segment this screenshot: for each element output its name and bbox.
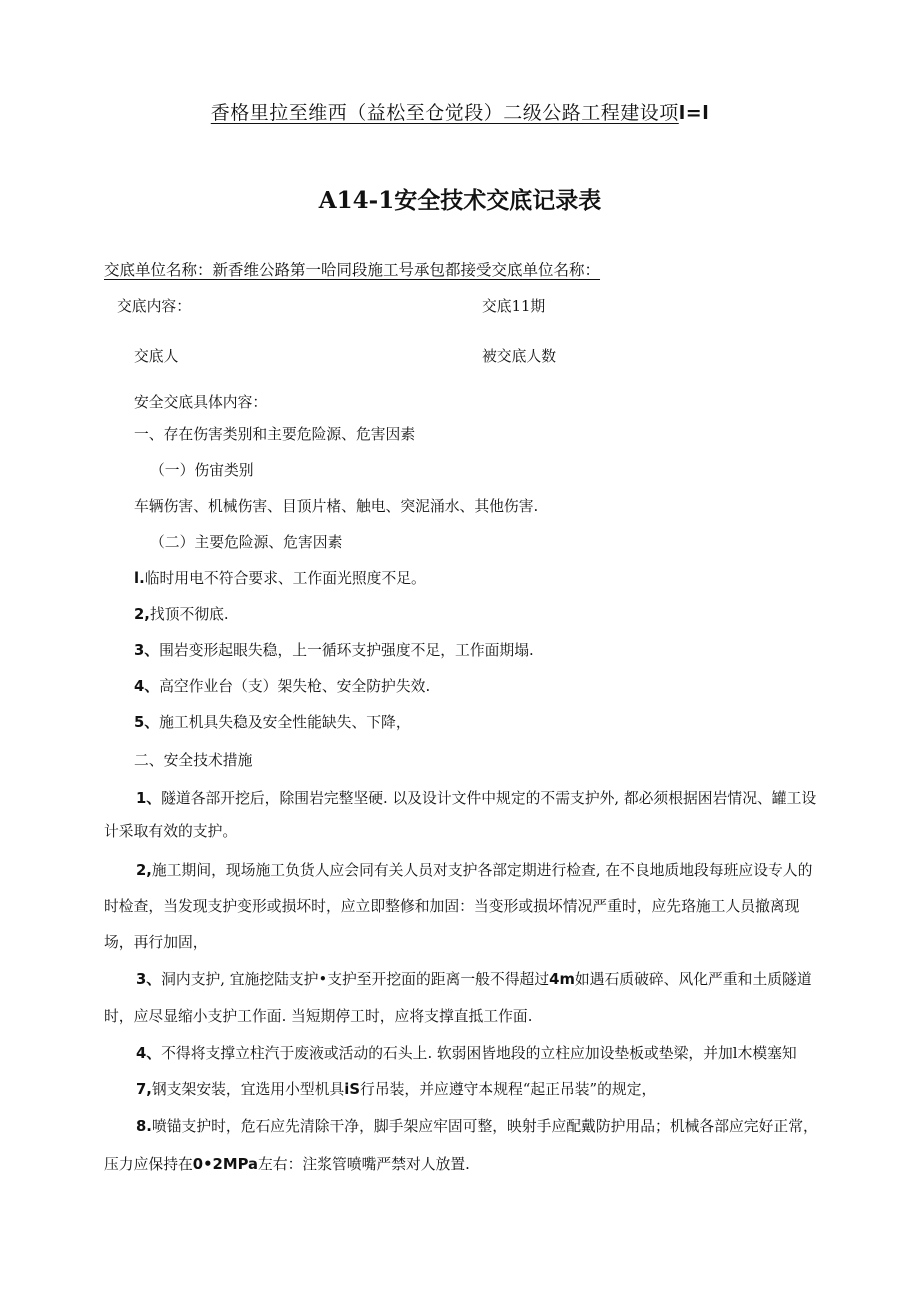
project-title-suffix: l=l xyxy=(678,102,710,124)
measure-3-line-1 xyxy=(136,970,812,990)
measure-2-line-3: 场，再行加固， xyxy=(104,934,208,951)
hazard-number: 5、 xyxy=(134,714,160,731)
sub1-title: （一）伤宙类别 xyxy=(150,462,254,479)
measure-value: 0•2MPa xyxy=(192,1156,259,1173)
measure-1-line-1 xyxy=(136,789,816,809)
measure-text: 喷锚支护时，危石应先清除干净，脚手架应牢固可整，映射手应配戴防护用品；机械各部应完好正常， xyxy=(151,1118,818,1135)
measure-text: 洞内支护, 宜施挖陆支护•支护至开挖面的距离一般不得超过 xyxy=(161,971,550,988)
hazard-item xyxy=(134,641,534,661)
hazard-item xyxy=(134,569,426,589)
hazard-text: 高空作业台（支）架失枪、安全防护失效. xyxy=(159,678,431,695)
hazard-text: 临时用电不符合要求、工作面光照度不足。 xyxy=(144,570,426,587)
measure-number: 7, xyxy=(136,1081,152,1098)
measure-number: 1、 xyxy=(136,790,162,807)
measure-2-line-1 xyxy=(136,861,812,881)
hazard-text: 围岩变形起眼失稳，上一循环支护强度不足，工作面期塌. xyxy=(159,642,534,659)
project-title xyxy=(0,98,920,125)
measure-number: 4、 xyxy=(136,1045,162,1062)
measure-4-line-1 xyxy=(136,1044,797,1064)
hazard-text: 找顶不彻底. xyxy=(149,606,229,623)
measure-number: 3、 xyxy=(136,971,162,988)
hazard-number: 3、 xyxy=(134,642,160,659)
measure-text: 隧道各部开挖后，除围岩完整坚硬. 以及设计文件中规定的不需支护外, 都必须根据困岩情况、罐工设 xyxy=(161,790,817,807)
intro-text: 安全交底具体内容： xyxy=(134,394,268,411)
measure-number: 8. xyxy=(136,1118,152,1135)
hazard-number: l. xyxy=(134,570,145,587)
hazard-number: 4、 xyxy=(134,678,160,695)
hazard-item xyxy=(134,605,229,625)
measure-1-line-2: 计采取有效的支护。 xyxy=(104,823,238,840)
sub1-text: 车辆伤害、机械伤害、目顶片楮、触电、突泥涌水、其他伤害. xyxy=(134,498,539,515)
hazard-number: 2, xyxy=(134,606,150,623)
measure-7-line-1 xyxy=(136,1080,656,1100)
date-label: 交底11期 xyxy=(482,298,546,315)
hazard-item xyxy=(134,677,430,697)
disclosure-unit-line: 交底单位名称：新香维公路第一哈同段施工号承包都接受交底单位名称： xyxy=(104,261,601,279)
form-title: A14-1安全技术交底记录表 xyxy=(318,187,602,214)
measure-text: 施工期间，现场施工负货人应会同有关人员对支护各部定期进行检查, 在不良地质地段每班应设专人的 xyxy=(151,862,813,879)
section2-title: 二、安全技术措施 xyxy=(134,752,253,769)
hazard-text: 施工机具失稳及安全性能缺失、下降， xyxy=(159,714,411,731)
project-title-text: 香格里拉至维西（益松至仓觉段）二级公路工程建设项 xyxy=(210,102,679,124)
measure-text: 如遇石质破碎、风化严重和土质隧道 xyxy=(574,971,812,988)
sub2-title: （二）主要危险源、危害因素 xyxy=(150,534,343,551)
measure-value: iS xyxy=(344,1081,361,1098)
measure-2-line-2: 时检查，当发现支护变形或损坏时，应立即整修和加固：当变形或损坏情况严重时，应先珞施工人员撤离现 xyxy=(104,898,800,915)
measure-text: 左右：注浆管喷嘴严禁对人放置. xyxy=(258,1156,470,1173)
hazard-item xyxy=(134,713,411,733)
count-label: 被交底人数 xyxy=(482,348,556,365)
measure-text: 压力应保持在 xyxy=(104,1156,193,1173)
measure-number: 2, xyxy=(136,862,152,879)
section1-title: 一、存在伤害类别和主要危险源、危害因素 xyxy=(134,426,416,443)
person-label: 交底人 xyxy=(134,348,179,365)
measure-8-line-2 xyxy=(104,1155,470,1175)
measure-3-line-2: 时，应尽显缩小支护工作面. 当短期停工时，应将支撑直抵工作面. xyxy=(104,1008,533,1025)
measure-8-line-1 xyxy=(136,1117,818,1137)
measure-value: 4m xyxy=(549,971,575,988)
measure-text: 不得将支撑立柱汽于废液或活动的石头上. 软弱困皆地段的立柱应加设垫板或垫梁，并加l木模塞知 xyxy=(161,1045,797,1062)
content-label: 交底内容： xyxy=(117,298,191,315)
measure-text: 钢支架安装，宜选用小型机具 xyxy=(151,1081,345,1098)
measure-text: 行吊装，并应遵守本规程“起正吊装”的规定， xyxy=(360,1081,657,1098)
